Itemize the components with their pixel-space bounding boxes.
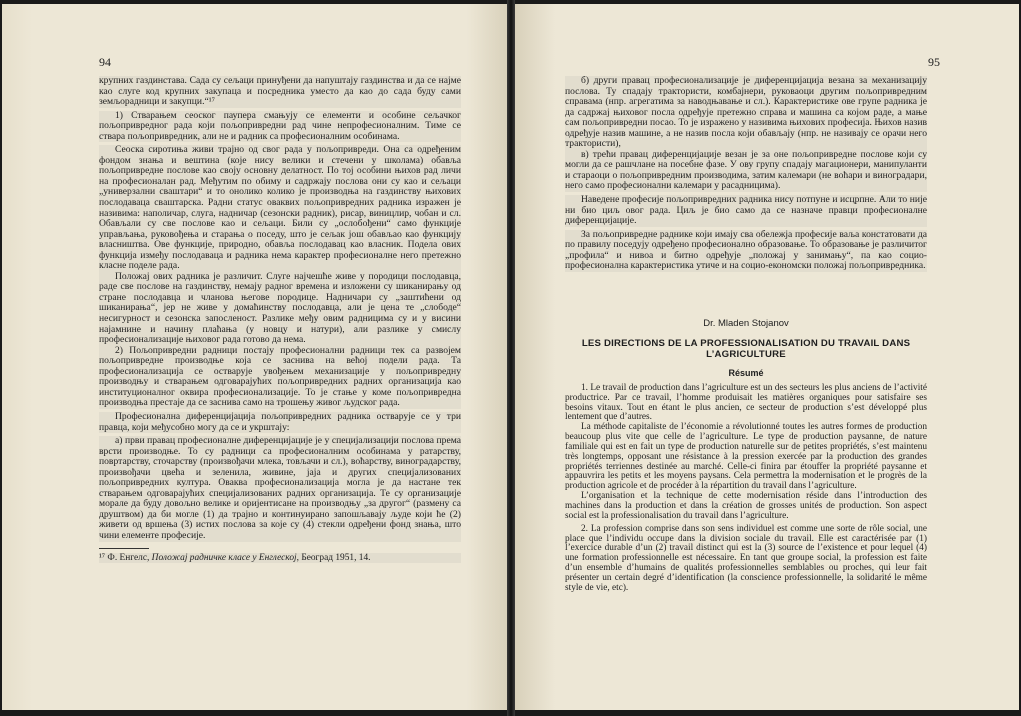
article-title-line-1: LES DIRECTIONS DE LA PROFESSIONALISATION DU TRAVAIL DANS: [581, 337, 911, 349]
right-page: [515, 4, 1019, 710]
article-author: Dr. Mladen Stojanov: [703, 317, 789, 329]
footnote-prefix: ¹⁷ Ф. Енгелс,: [99, 552, 152, 563]
page-number-left: 94: [99, 55, 111, 69]
footnote-suffix: , Београд 1951, 14.: [296, 552, 371, 563]
paragraph: 2. La profession comprise dans son sens individuel est comme une sorte de rôle social, une place que l’individu occupe dans la division sociale du travail. Elle est caractérisée par (1) l’exercice durable d’un (2) travail distinct qui est la (3) source de l’existence et pour lequel (4) une formation professionnelle est nécessaire. En tant que groupe social, la profession est faite d’un ensemble d’humains de qualités professionnelles semblables ou proches, qui leur fait présenter un certain degré d’identification (la conscience professionnelle, la solidarité le même style de vie, etc).: [565, 523, 927, 593]
footnote: [99, 553, 461, 564]
right-text-column: [565, 76, 927, 594]
left-text-column: [99, 76, 461, 563]
paragraph: Професионална диференцијација пољопривредних радника остварује се у три правца, који међусобно могу да се и укрштају:: [99, 410, 461, 433]
paragraph: 2) Пољопривредни радници постају професионални радници тек са развојем пољопривредне производње која се заснива на већој подели рада. Та професионализација се остварује увођењем механизације у пољопривредну производњу и стварањем одговарајућих пољопривредних радних организација као институционалног оквира професионализације. То је стање у коме пољопривредна производња престаје да се заснива само на трошењу живог људског рада.: [99, 344, 461, 409]
paragraph: Наведене професије пољопривредних радника нису потпуне и исцрпне. Али то није ни био циљ овог рада. Циљ је био само да се назначе правци професионалне диференцијације.: [565, 194, 927, 227]
paragraph: а) први правац професионалне диференцијације је у специјализацији послова према врсти производње. То су радници са професионалним особинама у ратарству, повртарству, сточарству (произвођачи млека, товљачи и сл.), воћарству, виноградарству, произвођачи цвећа и зеленила, живине, јаја и других специјализованих пољопривредних култура. Оваква професионализација могла је да настане тек стварањем одговарајућих специјализованих радних организација. Те су организације морале да буду довољно велике и оријентисане на производњу „за другог“ (размену са друштвом) да би могле (1) да трајно и континуирано запошљавају људе који ће (2) живети од вршења (3) истих послова за које су (4) стекли одређени фонд знања, што чини елементе професије.: [99, 435, 461, 541]
paragraph: 1. Le travail de production dans l’agriculture est un des secteurs les plus anciens de l’activité productrice. Par ce travail, l’homme produisait les matières organiques pour satisfaire ses besoins vitaux. Tout en étant le plus ancien, ce secteur de production s’est développé plus lentement que d’autres.: [565, 382, 927, 423]
serbian-section: [565, 76, 927, 272]
resume-heading: Résumé: [728, 367, 764, 378]
paragraph: в) трећи правац диференцијације везан је за оне пољопривредне послове који су могли да се рашчлане на посебне фазе. У ову групу спадају магационери, манипуланти и стараоци о пољопривредним производима, затим калемари (не воћари и виноградари, него само професионални калемари у расадницима).: [565, 148, 927, 192]
paragraph: За пољопривредне раднике који имају сва обележја професије ваља констатовати да по правилу поседују одређено професионално образовање. То образовање је различитог „профила“ и нивоа и битно одређује „положај у занимању“, па као социо-професионална карактеристика утиче и на социо-економски положај пољопривредника.: [565, 228, 927, 272]
article-title: [565, 338, 927, 360]
paragraph: крупних газдинстава. Сада су сељаци принуђени да напуштају газдинства и да се најме као слуге код крупних закупаца и посредника уместо да као до сада буду сами земљорадници и закупци.“¹⁷: [99, 75, 461, 108]
book-gutter: [507, 0, 515, 716]
paragraph: L’organisation et la technique de cette modernisation réside dans l’introduction des machines dans la production et dans la création de grosses unités de production. Son aspect social est la professionalisation du travail dans l’agriculture.: [565, 491, 927, 521]
paragraph: 1) Стварањем сеоског пауперa смањују се елементи и особине сељачког пољопривредног рада који пољопривредни рад чине непрофесионалним. Тиме се ствара пољопривредник, али не и радник са професионалним особинама.: [99, 109, 461, 142]
french-resume: [565, 384, 927, 594]
left-page: [2, 4, 507, 710]
article-title-line-2: L’AGRICULTURE: [706, 348, 786, 360]
footnote-rule: [99, 548, 149, 549]
paragraph: La méthode capitaliste de l’économie a révolutionné toutes les autres formes de production beaucoup plus vite que celle de l’agriculture. Le type de production paysanne, de nature familiale qui est en fait un type de production naturelle sur de petites propriétés, s’est maintenu très longtemps, opposant une résistance à la pression exercée par la production des grandes propriétés terriennes destinée au marché. Celle-ci finira par étouffer la propriété paysanne et appauvrira les petits et les moyens paysans. Cela permettra la modernisation et le progrès de la production agricole et de procéder à la répartition du travail dans l’agriculture.: [565, 422, 927, 492]
footnote-title: Положај радничке класе у Енглеској: [151, 552, 297, 563]
page-number-right: 95: [928, 55, 940, 69]
paragraph: Сеоска сиротиња живи трајно од свог рада у пољопривреди. Она са одређеним фондом знања и вештина (које нису велики и стечени у школама) обавља пољопривредне послове као своју основну делатност. По тој особини њихов рад личи на професионалан рад. Међутим по обиму и садржају послова они су као и сељаци „универзални свaштари“ и то онолико колико је производња на газдинству њихових послодаваца свaштарска. Радни статус оваквих пољопривредних радника изражен је називима: наполичар, слуга, надничар (сезонски радник), рисар, виницлир, чобан и сл. Обављали су све послове као и сељаци. Били су „ослобођени“ само функције управљања, руковођења и старања о поседу, што је сељак још обављао као функцију власништва. Ове функције, природно, обавља послодавац као власник. Подела ових функција између послодаваца и радника нема карактер професионалне него претежно класне поделе рада.: [99, 144, 461, 272]
paragraph: Положај ових радника је различит. Слуге најчешће живе у породици послодавца, раде све послове на газдинству, немају радног времена и изложени су шиканирању од стране послодавца и чланова његове породице. Надничари су „заштићени од шиканирања“, јер не живе у домаћинству послодавца, али је цена те „слободе“ несигурност и сезонска запосленост. Разлике међу овим радницима су и у висини најамнине и начину плаћања (у новцу и натури), али разлике у смислу професионализације њиховог рада готово да нема.: [99, 270, 461, 346]
paragraph: б) други правац професионализације је диференцијација везана за механизацију послова. Ту спадају трактористи, комбајнери, руковаоци другим пољопривредним справама (нпр. агрегатима за наводњавање и сл.). Карактеристике ове групе радника је да садржај њиховог посла одређује претежно справа и машина са којом раде, а мање сам пољопривредни посао. То је изражено у називима њихових професија. Њихов назив одређује назив машине, а не назив посла који обављају (нпр. не називају се орачи него трактористи),: [565, 75, 927, 150]
